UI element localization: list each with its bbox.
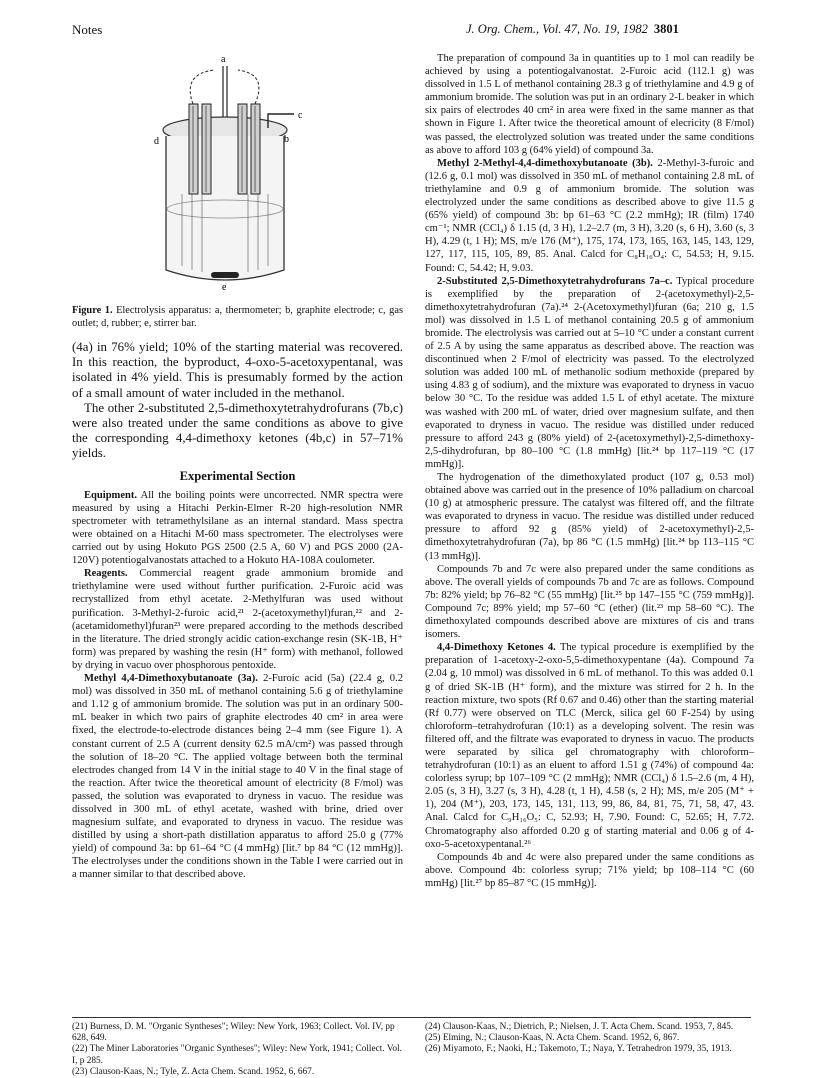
figure-label-c: c <box>298 110 303 121</box>
figure-label-b: b <box>284 134 289 145</box>
reagents-paragraph <box>72 567 403 672</box>
figure-caption <box>72 304 403 330</box>
hydrogenation-paragraph: The hydrogenation of the dimethoxylated product (107 g, 0.53 mol) obtained above was carried out in the presence of 10% palladium on charcoal (10 g) at atmospheric pressure. The catalyst was filtered off, and the filtrate was evaporated to dryness in vacuo. The residue was distilled under reduced pressure to afford 92 g (85% yield) of 2-acetoxymethyl)-2,5-dimethoxytetrahydrofuran (7a), bp 86 °C (1.5 mmHg) [lit.²⁴ bp 113–115 °C (13 mmHg)]. <box>425 472 754 562</box>
compound-3a-heading: Methyl 4,4-Dimethoxybutanoate (3a). <box>84 673 258 685</box>
running-head-journal <box>466 22 679 37</box>
compounds-7bc-paragraph: Compounds 7b and 7c were also prepared under the same conditions as above. The overall yields of compounds 7b and 7c are as follows. Compound 7b: 82% yield; bp 76–82 °C (55 mmHg) [lit.²⁵ bp 147–155 °C (759 mmHg)]. Compound 7c; 89% yield; mp 57–60 °C (ether) (lit.²³ mp 58–60 °C). The dimethoxylated compounds described above are mixtures of cis and trans isomers. <box>425 563 754 641</box>
left-paragraph-1: (4a) in 76% yield; 10% of the starting material was recovered. In this reaction, the byproduct, 4-oxo-5-acetoxypentanal, was isolated in 4% yield. This is presumably formed by the action of a small amount of water included in the methanol. <box>72 340 403 400</box>
footnote-21: (21) Burness, D. M. "Organic Syntheses"; Wiley: New York, 1963; Collect. Vol. IV, pp 628, 649. <box>72 1022 395 1044</box>
journal-citation: J. Org. Chem., Vol. 47, No. 19, 1982 <box>466 22 648 36</box>
equipment-text: All the boiling points were uncorrected. NMR spectra were measured by using a Hitachi Perkin-Elmer R-20 high-resolution NMR spectrometer with tetramethylsilane as an internal standard. Mass spectra were obtained on a Hitachi M-60 mass spectrometer. The electrolyses were carried out by using Hokuto PGS 2500 (2.5 A, 60 V) and PGS 2000 (2A-120V) potentiogalvanostats attached to a Hokuto HA-108A coulometer. <box>72 489 403 567</box>
reagents-heading: Reagents. <box>84 568 128 580</box>
compound-3a-paragraph <box>72 672 403 882</box>
footnote-rule <box>72 1017 751 1018</box>
running-head-section: Notes <box>72 22 103 37</box>
footnote-24: (24) Clauson-Kaas, N.; Dietrich, P.; Nielsen, J. T. Acta Chem. Scand. 1953, 7, 845. <box>425 1022 734 1032</box>
compounds-4bc-paragraph: Compounds 4b and 4c were also prepared under the same conditions as above. Compound 4b: colorless syrup; 71% yield; bp 108–114 °C (60 mmHg) [lit.²⁷ bp 85–87 °C (15 mmHg)]. <box>425 851 754 889</box>
footnotes-left <box>72 1022 403 1078</box>
compound-4-text: The typical procedure is exemplified by the preparation of 1-acetoxy-2-oxo-5,5-dimethoxypentane (4a). Compound 7a (2.04 g, 10 mmol) was dissolved in 6 mL of methanol. To this was added 0.1 g of dried SK-1B (H⁺ form), and the mixture was stirred for 2 h. In the reaction mixture, two spots (Rf 0.67 and 0.46) other than the starting material (Rf 0.77) were observed on TLC (Merck, silica gel 60 F-254) by using chloroform–tetrahydrofuran (10:1) as a developing solvent. The resin was filtered off, and the filtrate was evaporated to dryness in vacuo. The products were separated by silica gel chromatography with chloroform–tetrahydrofuran (10:1) as an eluent to afford 1.51 g (74%) of compound 4a: colorless syrup; bp 107–109 °C (2 mmHg); NMR (CCl₄) δ 1.5–2.6 (m, 4 H), 2.05 (s, 3 H), 3.27 (s, 3 H), 4.28 (t, 1 H), 4.58 (s, 2 H); MS, m/e 205 (M⁺ + 1), 204 (M⁺), 203, 173, 145, 131, 113, 99, 86, 84, 81, 75, 71, 58, 47, 43. Anal. Calcd for C₉H₁₆O₅: C, 52.93; H, 7.90. Found: C, 52.65; H, 7.72. Chromatography also afforded 0.20 g of starting material and 0.06 g of 4-oxo-5-acetoxypentanal.²⁶ <box>425 642 754 850</box>
section-title: Experimental Section <box>179 468 296 483</box>
left-paragraph-2: The other 2-substituted 2,5-dimethoxytetrahydrofurans (7b,c) were also treated under the same conditions as above to give the corresponding 4,4-dimethoxy ketones (4b,c) in 57–71% yields. <box>72 400 403 461</box>
compound-7-text: Typical procedure is exemplified by the preparation of 2-(acetoxymethyl)-2,5-dimethoxytetrahydrofuran (7a).²⁴ 2-(Acetoxymethyl)furan (6a; 210 g, 1.5 mol) was dissolved in 1.5 L of methanol containing 20.5 g of ammonium bromide. The electrolysis was carried out at 5–10 °C under a constant current of 2.5 A by using the same apparatus as described above. The reaction was discontinued when 2 F/mol of electricity was passed. To the electrolyzed solution was added 100 mL of methanolic sodium methoxide (prepared by using 4.83 g of sodium), and the mixture was evaporated to dryness in vacuo below 30 °C. To the residue was added 1.5 L of ethyl acetate. The mixture was washed with 200 mL of water, dried over magnesium sulfate, and then evaporated to dryness in vacuo. The residue was distilled under reduced pressure to afford 243 g (80% yield) of 2-(acetoxymethyl)-2,5-dimethoxy-2,5-dihydrofuran, bp 80–100 °C (1.8 mmHg) [lit.²⁴ bp 117–119 °C (17 mmHg)]. <box>425 275 755 470</box>
reagents-text: Commercial reagent grade ammonium bromide and triethylamine were used without further purification. 2-Furoic acid was recrystallized from ethyl acetate. 2-Methylfuran was used without purification. 3-Methyl-2-furoic acid,²¹ 2-(acetoxymethyl)furan,²² and 2-(acetamidomethyl)furan²³ were prepared according to the methods described in the literature. The dried strongly acidic cation-exchange resin (SK-1B, H⁺ form) was prepared by washing the resin (H⁺ form) with methanol, followed by drying in vacuo over phosphorous pentoxide. <box>72 568 403 671</box>
compound-4-paragraph <box>425 641 754 851</box>
footnote-26: (26) Miyamoto, F.; Naoki, H.; Takemoto, T.; Naya, Y. Tetrahedron 1979, 35, 1913. <box>425 1044 732 1055</box>
figure-label-e: e <box>222 282 227 293</box>
compound-7-paragraph <box>425 275 754 471</box>
page-number: 3801 <box>653 22 679 36</box>
compound-7-heading: 2-Substituted 2,5-Dimethoxytetrahydrofurans 7a–c. <box>437 275 673 287</box>
compound-3a-text: 2-Furoic acid (5a) (22.4 g, 0.2 mol) was dissolved in 350 mL of methanol containing 5.6 g of triethylamine and 1.12 g of ammonium bromide. The solution was put in an ordinary 500-mL beaker in which two pairs of graphite electrodes 40 cm² in area were fixed, the electrode-to-electrode distances being 2–4 mm (see Figure 1). A constant current of 2.5 A (current density 62.5 mA/cm²) was passed through the solution of 18–20 °C. The applied voltage between both the terminal electrodes changed from 14 V in the initial stage to 40 V in the final stage of the reaction. After twice the theoretical amount of electricity (8 F/mol) was passed, the solution was evaporated to dryness in vacuo. The residue was dissolved in 300 mL of ethyl acetate, washed with brine, dried over magnesium sulfate, and evaporated to dryness in vacuo. The residue was distilled by using a short-path distillation apparatus to afford 25.0 g (77% yield) of compound 3a: bp 61–64 °C (4 mmHg) [lit.⁷ bp 84 °C (12 mmHg)]. The electrolyses under the conditions shown in the Table I were carried out in a manner similar to that described above. <box>72 673 403 881</box>
equipment-heading: Equipment. <box>84 489 138 501</box>
footnote-25: (25) Elming, N.; Clauson-Kaas, N. Acta Chem. Scand. 1952, 6, 867. <box>425 1033 680 1044</box>
compound-4-heading: 4,4-Dimethoxy Ketones 4. <box>437 642 556 654</box>
electrolysis-apparatus-figure <box>72 44 403 294</box>
figure-caption-text: Electrolysis apparatus: a, thermometer; b, graphite electrode; c, gas outlet; d, rubber; e, stirrer bar. <box>72 305 403 329</box>
footnotes-right <box>425 1022 754 1056</box>
footnote-22: (22) The Miner Laboratories "Organic Syntheses"; Wiley: New York, 1941; Collect. Vol. I, p 285. <box>72 1044 402 1066</box>
figure-caption-label: Figure 1. <box>72 305 113 316</box>
footnote-23: (23) Clauson-Kaas, N.; Tyle, Z. Acta Chem. Scand. 1952, 6, 667. <box>72 1066 315 1077</box>
compound-3b-heading: Methyl 2-Methyl-4,4-dimethoxybutanoate (3b). <box>437 157 653 169</box>
left-column <box>72 44 403 882</box>
figure-label-d: d <box>154 136 159 147</box>
equipment-paragraph <box>72 489 403 568</box>
right-paragraph-1: The preparation of compound 3a in quantities up to 1 mol can readily be achieved by using a potentiogalvanostat. 2-Furoic acid (112.1 g) was dissolved in 1.5 L of methanol containing 28.3 g of triethylamine and 4.9 g of ammonium bromide. The solution was put in an ordinary 2-L beaker in which six pairs of electrodes 40 cm² in area were fixed in the same manner as that shown in Figure 1. After twice the theoretical amount of elecricity (8 F/mol) was passed, the electrolyzed solution was treated under the same conditions as above to afford 103 g (64% yield) of compound 3a. <box>425 53 754 156</box>
right-column <box>425 52 754 890</box>
compound-3b-text: 2-Methyl-3-furoic and (12.6 g, 0.1 mol) was dissolved in 350 mL of methanol containing 2.8 mL of triethylamine and 0.9 g of ammonium bromide. The solution was electrolyzed under the same conditions as described above to give 11.5 g (65% yield) of compound 3b: bp 61–63 °C (2.2 mmHg); IR (film) 1740 cm⁻¹; NMR (CCl₄) δ 1.15 (d, 3 H), 1.2–2.7 (m, 3 H), 3.20 (s, 6 H), 3.60 (s, 3 H), 4.29 (t, 1 H); MS, m/e 176 (M⁺), 175, 174, 173, 165, 163, 145, 143, 129, 127, 117, 115, 105, 89, 85. Anal. Calcd for C₈H₁₆O₄: C, 54.53; H, 9.15. Found: C, 54.42; H, 9.03. <box>425 157 754 274</box>
compound-3b-paragraph <box>425 157 754 275</box>
figure-label-a: a <box>221 54 226 65</box>
